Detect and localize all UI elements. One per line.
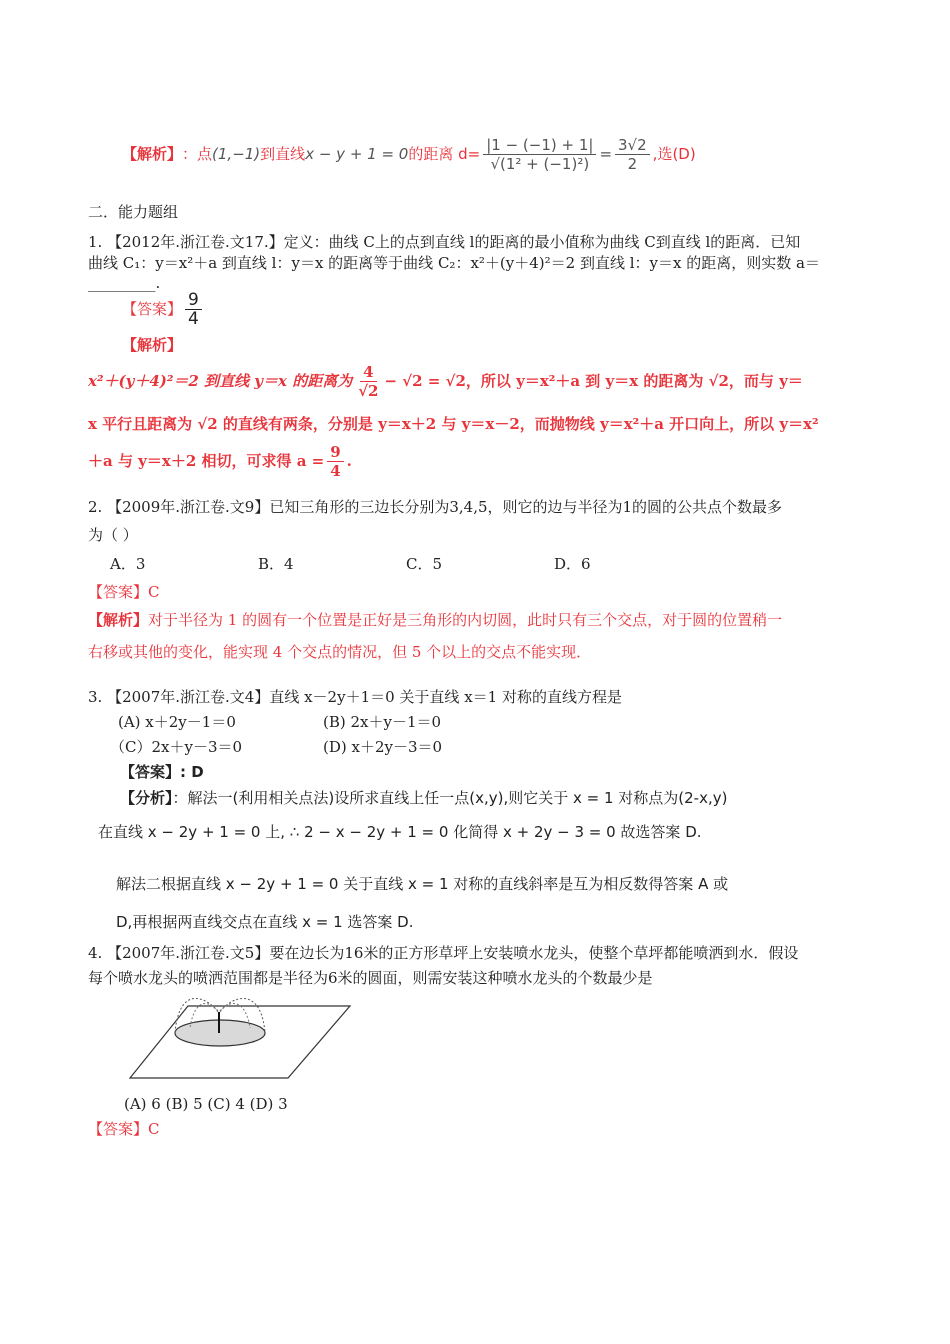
- q4-answer: 【答案】C: [88, 1120, 160, 1138]
- q3-option-a: (A) x＋2y－1＝0: [118, 713, 236, 731]
- q3-analysis-line-2: 在直线 x − 2y + 1 = 0 上, ∴ 2 − x − 2y + 1 = 0 化简得 x + 2y − 3 = 0 故选答案 D.: [98, 823, 702, 841]
- q3-option-b: (B) 2x＋y－1＝0: [323, 713, 442, 731]
- q1-line-1: 1. 【2012年.浙江卷.文17.】定义：曲线 C上的点到直线 l的距离的最小值称为曲线 C到直线 l的距离．已知: [88, 233, 801, 251]
- q4-line-1: 4. 【2007年.浙江卷.文5】要在边长为16米的正方形草坪上安装喷水龙头，使整个草坪都能喷洒到水．假设: [88, 944, 799, 962]
- q3-line-1: 3. 【2007年.浙江卷.文4】直线 x－2y＋1＝0 关于直线 x＝1 对称的直线方程是: [88, 688, 622, 706]
- q2-option-d: D．6: [554, 555, 591, 573]
- q2-option-a: A．3: [110, 555, 146, 573]
- section-heading: 二．能力题组: [88, 203, 179, 221]
- distance-fraction: $\frac{|1 - (-1) + 1|}{\text{√(1² + (−1)²)}}$: [483, 136, 596, 173]
- q2-option-c: C．5: [406, 555, 443, 573]
- q3-analysis-line-3: 解法二根据直线 x − 2y + 1 = 0 关于直线 x = 1 对称的直线斜率是互为相反数得答案 A 或: [116, 875, 729, 893]
- q2-line-1: 2. 【2009年.浙江卷.文9】已知三角形的三边长分别为3,4,5，则它的边与半径为1的圆的公共点个数最多: [88, 498, 783, 516]
- result-fraction: $\frac{3√2}{2}$: [615, 136, 650, 173]
- answer-tag: 【答案】: [122, 300, 183, 318]
- q2-line-2: 为（ ）: [88, 526, 138, 544]
- analysis-0: 【解析】 ：点 (1,−1) 到直线 x − y + 1 = 0 的距离 d= $\frac{|1 - (-1) + 1|}{\text{√(1² + (−1)²)}}$ = $\frac{3√2}{2}$ ,选(D): [122, 135, 696, 173]
- q1-analysis-line-3: ＋a 与 y＝x＋2 相切，可求得 a = $\frac{9}{4}$ .: [88, 442, 352, 480]
- q2-analysis-line-1: 【解析】对于半径为 1 的圆有一个位置是正好是三角形的内切圆，此时只有三个交点，对于圆的位置稍一: [88, 611, 783, 629]
- q2-analysis-line-2: 右移或其他的变化，能实现 4 个交点的情况，但 5 个以上的交点不能实现．: [88, 643, 592, 661]
- analysis-tag: 【解析】: [122, 145, 183, 163]
- q2-option-b: B．4: [258, 555, 294, 573]
- q3-option-c: （C）2x＋y－3＝0: [110, 738, 243, 756]
- q2-options: [110, 554, 702, 574]
- answer-fraction: $\frac{9}{4}$: [185, 291, 202, 328]
- q3-options-row-1: [118, 712, 528, 732]
- q1-line-3: _________.: [88, 274, 161, 292]
- q1-analysis-line-1: x²＋(y＋4)²＝2 到直线 y＝x 的距离为 $\frac{4}{√2}$ − √2 = √2，所以 y＝x²＋a 到 y＝x 的距离为 √2，而与 y＝: [88, 362, 803, 400]
- q3-options-row-2: [110, 737, 528, 757]
- sprinkler-figure: [128, 988, 358, 1088]
- q4-options: (A) 6 (B) 5 (C) 4 (D) 3: [124, 1095, 288, 1113]
- q2-answer: 【答案】C: [88, 583, 160, 601]
- q1-analysis-line-2: x 平行且距离为 √2 的直线有两条，分别是 y＝x＋2 与 y＝x－2，而抛物线 y＝x²＋a 开口向上，所以 y＝x²: [88, 415, 819, 433]
- q3-answer: 【答案】: D: [120, 763, 204, 781]
- q4-line-2: 每个喷水龙头的喷洒范围都是半径为6米的圆面，则需安装这种喷水龙头的个数最少是: [88, 969, 653, 987]
- q1-analysis-tag: 【解析】: [122, 336, 183, 354]
- q3-analysis-line-4: D,再根据两直线交点在直线 x = 1 选答案 D.: [116, 913, 414, 931]
- q3-option-d: (D) x＋2y－3＝0: [323, 738, 443, 756]
- q1-answer: [122, 287, 205, 331]
- q3-analysis-line-1: 【分析】：解法一(利用相关点法)设所求直线上任一点(x,y),则它关于 x = 1 对称点为(2-x,y): [120, 789, 728, 807]
- q1-line-2: 曲线 C₁：y＝x²＋a 到直线 l：y＝x 的距离等于曲线 C₂：x²＋(y＋4)²＝2 到直线 l：y＝x 的距离，则实数 a＝: [88, 254, 820, 272]
